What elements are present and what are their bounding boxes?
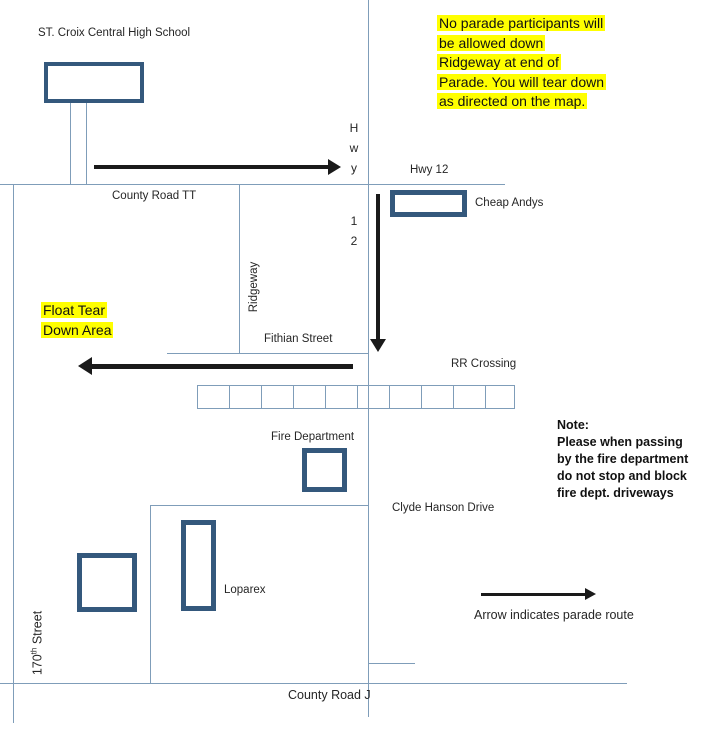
hwy12-line <box>368 0 369 717</box>
cheap-andys-building <box>390 190 467 217</box>
arrowhead-down-icon <box>370 339 386 352</box>
fire-department-building <box>302 448 347 492</box>
loparex-label: Loparex <box>224 584 266 596</box>
arrowhead-left-icon <box>78 357 92 375</box>
arrowhead-right-icon <box>328 159 341 175</box>
county-road-j-spur-line <box>368 663 415 664</box>
hwy12-vertical-label-bottom: 1 2 <box>350 214 358 248</box>
railroad-crossing-track <box>197 385 515 409</box>
school-building <box>44 62 144 103</box>
route-arrow-south <box>370 194 386 352</box>
legend-arrow <box>481 588 596 600</box>
warning-note: No parade participants will be allowed down Ridgeway at end of Parade. You will tear down as directed on the map. <box>439 15 604 109</box>
loparex-building <box>181 520 216 611</box>
legend-label: Arrow indicates parade route <box>474 608 634 622</box>
float-tear-down-label: Float Tear Down Area <box>43 302 112 338</box>
rr-crossing-label: RR Crossing <box>451 358 517 370</box>
cheap-andys-label: Cheap Andys <box>475 197 544 209</box>
ridgeway-label: Ridgeway <box>248 261 260 313</box>
school-driveway-left-line <box>70 103 71 184</box>
route-arrow-east <box>94 159 341 175</box>
ridgeway-line <box>239 184 240 353</box>
county-road-j-line <box>0 683 627 684</box>
square-building <box>77 553 137 612</box>
county-road-j-label: County Road J <box>288 688 371 702</box>
clyde-hanson-line <box>150 505 368 506</box>
clyde-hanson-label: Clyde Hanson Drive <box>392 502 495 514</box>
fithian-street-line <box>167 353 368 354</box>
street-170-line <box>13 184 14 723</box>
street-170-label: 170th Street <box>29 610 45 676</box>
route-arrow-west <box>78 357 353 375</box>
school-driveway-right-line <box>86 103 87 184</box>
fire-department-note: Note: Please when passing by the fire department do not stop and block fire dept. driveways <box>557 418 689 500</box>
fithian-street-label: Fithian Street <box>264 333 333 345</box>
county-road-tt-label: County Road TT <box>112 190 197 202</box>
hwy12-vertical-label-top: H w y <box>349 121 359 175</box>
clyde-hanson-side-line <box>150 505 151 683</box>
school-label: ST. Croix Central High School <box>38 27 191 39</box>
hwy12-label: Hwy 12 <box>410 164 449 176</box>
county-road-tt-line <box>0 184 505 185</box>
arrowhead-legend-icon <box>585 588 596 600</box>
fire-department-label: Fire Department <box>271 431 355 443</box>
